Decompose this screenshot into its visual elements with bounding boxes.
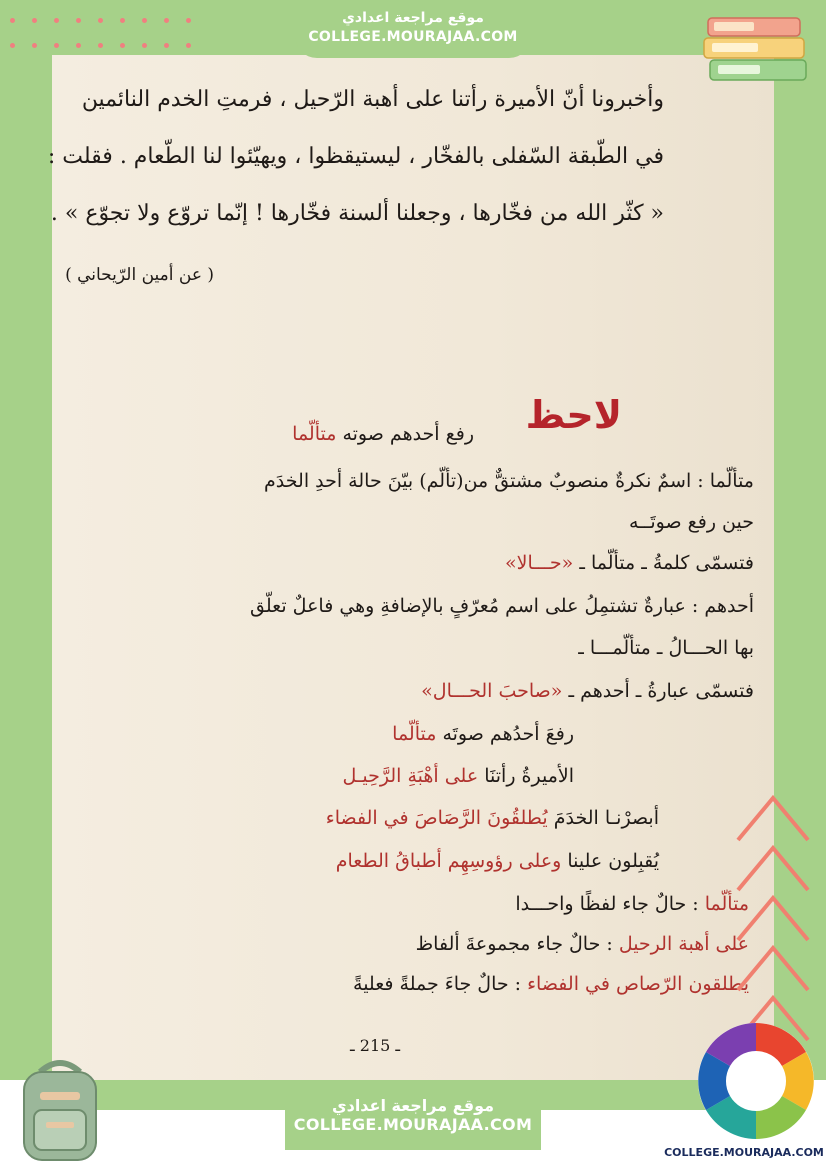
explanation-1-cont: حين رفع صوتَــه (629, 511, 754, 533)
example-3: أبصرْنـا الخدَمَ يُطلقُونَ الرَّصَاصَ في الفضاء (325, 807, 659, 829)
lesson-heading: لاحظ (525, 393, 622, 437)
example-1: رفعَ أحدُهم صوتَه متألّما (392, 723, 574, 745)
site-banner-top[interactable] (295, 0, 531, 58)
note-3: يطلقون الرّصاص في الفضاء : حالٌ جاءَ جملةً فعليةً (353, 973, 749, 995)
example-sentence: رفع أحدهم صوته متألّما (292, 423, 474, 445)
chevron-decoration-icon (728, 790, 818, 1050)
page-number: ـ 215 ـ (350, 1036, 401, 1055)
site-url-top[interactable]: COLLEGE.MOURAJAA.COM (308, 29, 518, 45)
note-1: متألّما : حالٌ جاء لفظًا واحـــدا (515, 893, 749, 915)
frame-left (0, 0, 52, 1169)
site-url-bottom[interactable]: COLLEGE.MOURAJAA.COM (293, 1115, 533, 1134)
quote-line-2: في الطّبقة السّفلى بالفخّار ، ليستيقظوا ، ويهيّئوا لنا الطّعام . فقلت : (47, 144, 664, 169)
example-2: الأميرةُ رأتنَا على أهْبَةِ الرَّحِيـل (342, 765, 574, 787)
explanation-1: متألّما : اسمٌ نكرةٌ منصوبٌ مشتقٌّ من(تألّم) بيّنَ حالة أحدِ الخدَم (264, 470, 754, 492)
scanned-page (47, 55, 774, 1080)
note-2: على أهبة الرحيل : حالٌ جاء مجموعةَ ألفاظ (415, 933, 749, 955)
quote-line-1: وأخبرونا أنّ الأميرة رأتنا على أهبة الرّحيل ، فرمتِ الخدم النائمين (81, 87, 664, 112)
books-icon (702, 10, 814, 94)
site-banner-bottom[interactable] (285, 1082, 541, 1150)
site-name-top: موقع مراجعة اعدادي (342, 10, 484, 26)
quote-line-3: « كثّر الله من فخّارها ، وجعلنا ألسنة فخّارها ! إنّما تروّع ولا تجوّع » . (50, 201, 664, 226)
definition-sahib-hal: فتسمّى عبارةُ ـ أحدهم ـ «صاحبَ الحـــال» (421, 680, 754, 702)
backpack-icon (10, 1052, 110, 1164)
explanation-2-cont: بها الحـــالُ ـ متألّمـــا ـ (578, 637, 754, 659)
site-logo-icon (695, 1020, 817, 1142)
site-name-bottom: موقع مراجعة اعدادي (331, 1096, 495, 1115)
quote-source: ( عن أمين الرّيحاني ) (65, 265, 214, 285)
decorative-dots (10, 18, 208, 48)
definition-hal: فتسمّى كلمةُ ـ متألّما ـ «حـــالا» (504, 552, 754, 574)
example-4: يُقبِلون علينا وعلى رؤوسِهِم أطباقُ الطعام (335, 850, 659, 872)
explanation-2: أحدهم : عبارةٌ تشتمِلُ على اسم مُعرّفٍ بالإضافةِ وهي فاعلٌ تعلّق (250, 595, 754, 617)
logo-url[interactable]: COLLEGE.MOURAJAA.COM (664, 1146, 824, 1159)
